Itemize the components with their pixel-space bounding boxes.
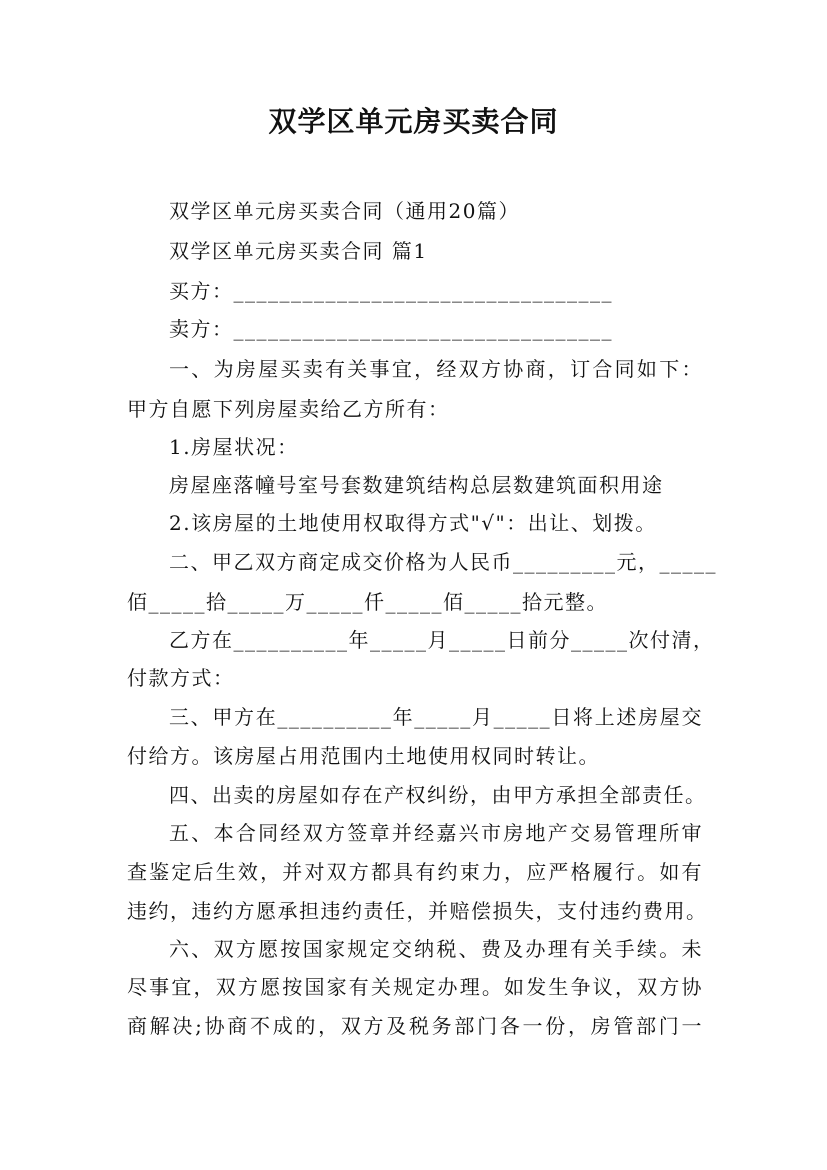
document-title: 双学区单元房买卖合同	[268, 105, 559, 138]
subtitle-line: 双学区单元房买卖合同（通用20篇）	[169, 199, 520, 223]
paragraph-line: 一、为房屋买卖有关事宜，经双方协商，订合同如下：	[169, 357, 703, 381]
paragraph-line: 佰_____拾_____万_____仟_____佰_____拾元整。	[127, 590, 608, 614]
paragraph-line: 违约，违约方愿承担违约责任，并赔偿损失，支付违约费用。	[127, 899, 708, 923]
paragraph-line: 六、双方愿按国家规定交纳税、费及办理有关手续。未	[169, 937, 703, 961]
paragraph-line: 尽事宜，双方愿按国家有关规定办理。如发生争议，双方协	[127, 975, 703, 999]
paragraph-line: 1.房屋状况：	[169, 435, 299, 459]
paragraph-line: 房屋座落幢号室号套数建筑结构总层数建筑面积用途	[169, 473, 664, 497]
paragraph-line: 乙方在__________年_____月_____日前分_____次付清，	[169, 628, 715, 652]
section-heading: 双学区单元房买卖合同 篇1	[169, 239, 428, 263]
paragraph-line: 商解决;协商不成的，双方及税务部门各一份，房管部门一	[127, 1014, 703, 1038]
paragraph-line: 二、甲乙双方商定成交价格为人民币_________元，_____	[169, 550, 717, 574]
paragraph-line: 三、甲方在__________年_____月_____日将上述房屋交	[169, 705, 703, 729]
seller-line: 卖方：_________________________________	[169, 317, 613, 341]
paragraph-line: 五、本合同经双方签章并经嘉兴市房地产交易管理所审	[169, 821, 703, 845]
buyer-line: 买方：_________________________________	[169, 279, 613, 303]
paragraph-line: 查鉴定后生效，并对双方都具有约束力，应严格履行。如有	[127, 860, 703, 884]
paragraph-line: 2.该房屋的土地使用权取得方式"√"：出让、划拨。	[169, 511, 657, 535]
paragraph-line: 付给方。该房屋占用范围内土地使用权同时转让。	[127, 744, 600, 768]
paragraph-line: 付款方式：	[127, 666, 235, 690]
paragraph-line: 甲方自愿下列房屋卖给乙方所有：	[127, 397, 450, 421]
paragraph-line: 四、出卖的房屋如存在产权纠纷，由甲方承担全部责任。	[169, 783, 707, 807]
